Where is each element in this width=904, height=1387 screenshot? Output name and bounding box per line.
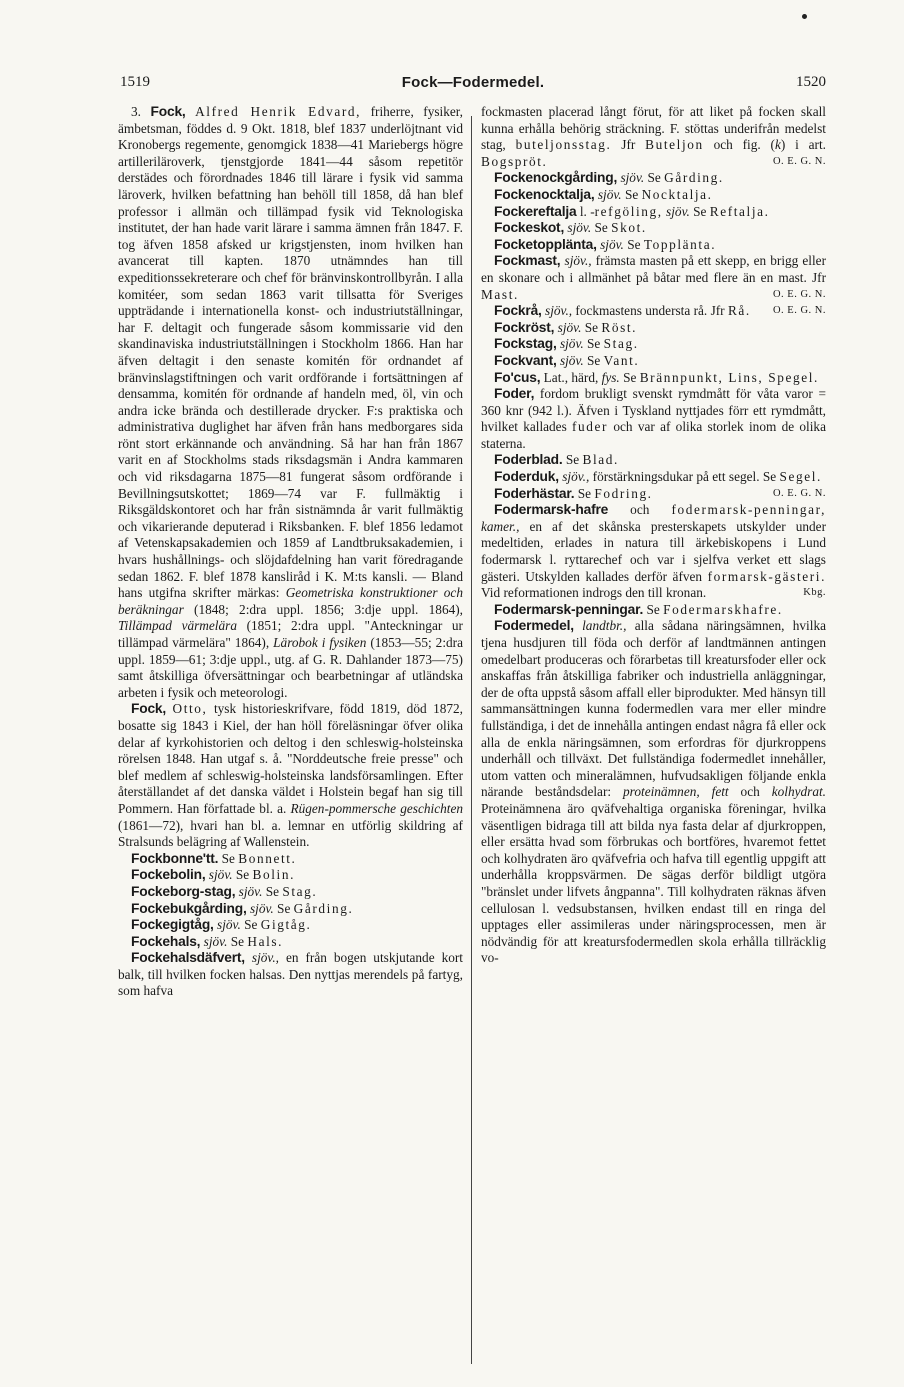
entry-fockehalsdafvert: Fockehalsdäfvert, sjöv., en från bogen utskjutande kort balk, till hvilken focken halsas. Den nyttjas merendels på fartyg, som hafva: [118, 950, 463, 999]
entry-fock-alfred: 3. Fock, Alfred Henrik Edvard, friherre, fysiker, ämbetsman, föddes d. 9 Okt. 1818, blef 1837 underlöjtnant vid Kronobergs regemente, genomgick 1838—41 Mariebergs högre artilleriläroverk, tjenstgjorde 1841—44 såsom repetitör derstädes och förordnades 1846 till lärare i fysik vid samma läroverk, hvilken befattning han behöll till 1858, då han blef professor i allmän och tillämpad fysik vid Teknologiska institutet, der han hade varit lärare i samma ämnen från 1847. F. tog äfven 1858 afsked ur krigstjensten, inom hvilken han avancerat till kapten. 1870 utnämndes han till expeditionssekreterare och chef för bränvinskontrollbyrån. I alla komitéer, som sedan 1863 varit tillsatta för Sveriges uppträdande i internationella konst- och industriutställningar, har F. deltagit och fungerade såsom kommissarie vid den skandinaviska industriutställningen i Stockholm 1866. Han har äfven deltagit i den senaste komitén för ordnandet af bränvinslagstiftningen och varit ordförande i fortsättningen af densamma, komitén för ordnande af handeln med, öl, vin och andra icke brända och destillerade drycker. F:s praktiska och administrativa duglighet har äfven från hans medborgares sida rönt stort erkännande och användning. Så har han från 1867 varit en af Stockholms stads riksdagsmän i Andra kammaren och vid riksdagarna 1875—81 fungerat såsom ordförande i Bevillningsutskottet; 1869—74 var F. fullmäktig i Riksgäldskontoret och har från sistnämnda år varit fullmäktig och vikarierande deputerad i Riksbanken. F. blef 1856 ledamot af Vetenskapsakademien och 1859 af Landtbruksakademien, i hvars hushållnings- och slöjdafdelning han varit föredragande sedan 1862. F. blef 1878 kansliråd i K. M:ts kansli. — Bland hans utgifna skrifter märkas: Geometriska konstruktioner och beräkningar (1848; 2:dra uppl. 1856; 3:dje uppl. 1864), Tillämpad värmelära (1851; 2:dra uppl. "Anteckningar ur tillämpad värmelära" 1864), Lärobok i fysiken (1853—55; 2:dra uppl. 1859—61; 3:dje uppl., utg. af G. R. Dahlander 1873—75) samt åtskilliga öfversättningar och bearbetningar af utländska arbeten i fysik och meteorologi.: [118, 104, 464, 700]
headword: Fo'cus,: [494, 369, 541, 385]
entry-foderhastar: Foderhästar. Se Fodring.: [494, 485, 653, 501]
headword: Fodermarsk-hafre: [494, 502, 609, 518]
headword: Fockstag,: [494, 336, 557, 352]
cross-reference: Bolin.: [252, 867, 295, 883]
entry-fodermarsk-penningar: Fodermarsk-penningar. Se Fodermarskhafre.: [494, 601, 783, 617]
entry-fockrost: Fockröst, sjöv. Se Röst.: [494, 319, 638, 335]
entry-focketopplanta: Focketopplänta, sjöv. Se Topplänta.: [494, 236, 717, 252]
entry-fockeskot: Fockeskot, sjöv. Se Skot.: [494, 220, 647, 236]
entry-fockbonnett: Fockbonne'tt. Se Bonnett.: [131, 850, 297, 866]
entry-foder: Foder, fordom brukligt svenskt rymdmått för våta varor = 360 knr (942 l.). Äfven i Tyskland nyttjades förr ett rymdmått, hvilket kallades fuder och var af olika storlek inom de olika staterna.: [481, 386, 826, 451]
column-divider: [471, 116, 472, 1364]
headword: Fockeborg-stag,: [131, 883, 236, 899]
headword: Foderhästar.: [494, 485, 575, 501]
cross-reference: Skot.: [611, 220, 647, 236]
cross-reference: Bonnett.: [238, 850, 297, 866]
page-title: Fock—Fodermedel.: [401, 74, 545, 91]
entry-fockvant: Fockvant, sjöv. Se Vant.: [494, 352, 640, 368]
headword: Fockehalsdäfvert,: [131, 950, 245, 966]
author-signature: Kbg.: [803, 587, 826, 599]
headword: Fockereftalja: [494, 203, 577, 219]
cross-reference: Gigtåg.: [260, 917, 312, 933]
headword: Fockegigtåg,: [131, 917, 214, 933]
cross-reference: Stag.: [603, 336, 639, 352]
entry-focus: Fo'cus, Lat., härd, fys. Se Brännpunkt, Lins, Spegel.: [494, 369, 819, 385]
headword: Fodermedel,: [494, 618, 574, 634]
headword: Foderblad.: [494, 452, 563, 468]
cross-reference: Blad.: [582, 452, 619, 468]
entry-fock-otto: Fock, Otto, tysk historieskrifvare, född 1819, död 1872, bosatte sig 1843 i Kiel, der han höll föreläsningar öfver olika delar af kyrkohistorien och deltog i den schleswig-holsteinska rörelsen 1848. Han utgaf s. å. "Norddeutsche freie presse" och blef medlem af schleswig-holsteinska landsförsamlingen. Efter återställandet af det danska väldet i Holstein begaf han sig till Pommern. Han författade bl. a. Rügen-pommersche geschichten (1861—72), hvari han bl. a. lemnar en utförlig skildring af Stralsunds belägring af Wallenstein.: [118, 701, 464, 850]
left-column: [118, 104, 463, 1000]
cross-reference: Fodring.: [594, 485, 653, 501]
cross-reference: Röst.: [601, 319, 638, 335]
author-signature: O. E. G. N.: [772, 305, 826, 317]
cross-reference: Nocktalja.: [641, 186, 713, 202]
author-signature: O. E. G. N.: [772, 155, 826, 167]
headword: Fockebukgårding,: [131, 900, 247, 916]
entry-fockebolin: Fockebolin, sjöv. Se Bolin.: [131, 867, 295, 883]
cross-reference: Rå.: [727, 303, 751, 319]
headword: Fockröst,: [494, 319, 555, 335]
cross-reference: Fodermarskhafre.: [663, 601, 783, 617]
cross-reference: Gårding.: [664, 170, 724, 186]
entry-fockebukgarding: Fockebukgårding, sjöv. Se Gårding.: [131, 900, 354, 916]
headword: Focketopplänta,: [494, 236, 597, 252]
entry-fockeborg-stag: Fockeborg-stag, sjöv. Se Stag.: [131, 883, 318, 899]
headword: Foder,: [494, 386, 535, 402]
page-number-right: 1520: [796, 74, 826, 90]
entry-fockra: Fockrå, sjöv., fockmastens understa rå. Jfr Rå. O. E. G. N.: [494, 303, 826, 319]
cross-reference: Vant.: [603, 352, 640, 368]
headword: Fodermarsk-penningar.: [494, 601, 644, 617]
entry-fockenockgarding: Fockenockgårding, sjöv. Se Gårding.: [494, 170, 724, 186]
entry-fockenocktalja: Fockenocktalja, sjöv. Se Nocktalja.: [494, 186, 713, 202]
entry-fodermarsk-hafre: Fodermarsk-hafre och fodermarsk-penningar, kamer., en af det skånska presterskapets utskylder under medeltiden, erlades in natura till ärkebiskopens i Lund fodermarsk l. ryttarechef och var i sjelfva verket ett slags gästeri. Utskylden kallades derför äfven formarsk-gästeri. Vid reformationen indrogs den till kronan. Kbg.: [481, 502, 826, 601]
headword: Fockmast,: [494, 253, 561, 269]
headword: Foderduk,: [494, 469, 559, 485]
entry-foderblad: Foderblad. Se Blad.: [494, 452, 619, 468]
running-header: [120, 74, 826, 96]
cross-reference: Segel.: [779, 469, 822, 485]
headword: Fockenocktalja,: [494, 186, 595, 202]
cross-reference: Hals.: [247, 933, 284, 949]
cross-reference: Gårding.: [293, 900, 354, 916]
headword: Fockvant,: [494, 352, 557, 368]
cross-reference: Topplänta.: [643, 236, 717, 252]
entry-continuation: fockmasten placerad långt förut, för att liket på focken skall kunna erhålla behörig sträckning. F. stöttas underifrån medelst stag, buteljonsstag. Jfr Buteljon och fig. (k) i art. Bogspröt. O. E. G. N.: [481, 104, 827, 169]
headword: Fockenockgårding,: [494, 170, 618, 186]
headword: Fockbonne'tt.: [131, 850, 219, 866]
author-signature: O. E. G. N.: [772, 487, 826, 499]
cross-reference: Brännpunkt, Lins, Spegel.: [639, 369, 819, 385]
headword: Fockrå,: [494, 303, 542, 319]
ink-dot: [802, 14, 807, 19]
entry-fodermedel: Fodermedel, landtbr., alla sådana näringsämnen, hvilka tjena husdjuren till föda och derför af landtmännen antingen omedelbart produceras och förarbetas till kreatursfoder eller ock anskaffas från åtskilliga fabriker och industriella anläggningar, der de ofta uppstå såsom affall eller biprodukter. Med hänsyn till sammansättningen kunna fodermedlen vara mer eller mindre fullständiga, i det de innehålla antingen endast några få eller ock alla de enkla näringsämnen, som erfordras för djurkroppens underhåll och tillväxt. Det fullständiga fodermedlet innehåller, utom vatten och mineralämnen, hufvudsakligen följande enkla närande beståndsdelar: proteinämnen, fett och kolhydrat. Proteinämnena äro qväfvehaltiga organiska föreningar, hvilka väsentligen bidraga till att bilda nya fasta delar af djurkroppen, eller ersätta hvad som förbrukas och bortföres, hvaremot fettet och kolhydraten äro qväfvefria och hafva till egentlig uppgift att underhålla kroppsvärmen. De sägas derför bildligt utgöra "bränslet under lifvets ångpanna". Till kolhydraten räknas äfven cellulosan l. vedsubstansen, hvilken endast till en ringa del upptages eller assimileras under näringsprocessen, men är nödvändig för att kreatursfodermedlen skola erhålla tillräcklig vo-: [481, 618, 826, 966]
right-column: [481, 104, 826, 967]
cross-reference: Stag.: [282, 883, 318, 899]
author-signature: O. E. G. N.: [772, 288, 826, 300]
headword: Fockebolin,: [131, 867, 206, 883]
cross-reference: Mast.: [481, 286, 519, 302]
headword: Fockeskot,: [494, 220, 565, 236]
headword: Fock,: [131, 701, 167, 717]
entry-fockehals: Fockehals, sjöv. Se Hals.: [131, 933, 284, 949]
entry-foderduk: Foderduk, sjöv., förstärkningsdukar på ett segel. Se Segel. O. E. G. N.: [481, 469, 826, 486]
entry-fockmast: Fockmast, sjöv., främsta masten på ett skepp, en brigg eller en skonare och i allmänhet på båtar med flere än en mast. Jfr Mast. O. E. G. N.: [481, 253, 826, 302]
headword: Fockehals,: [131, 933, 201, 949]
entry-fockereftalja: Fockereftalja l. -refgöling, sjöv. Se Reftalja.: [494, 203, 770, 219]
cross-reference: Reftalja.: [709, 203, 770, 219]
entry-fockegigtag: Fockegigtåg, sjöv. Se Gigtåg.: [131, 917, 312, 933]
entry-fockstag: Fockstag, sjöv. Se Stag.: [494, 336, 639, 352]
page-number-left: 1519: [120, 74, 150, 90]
headword: Fock,: [150, 104, 186, 119]
